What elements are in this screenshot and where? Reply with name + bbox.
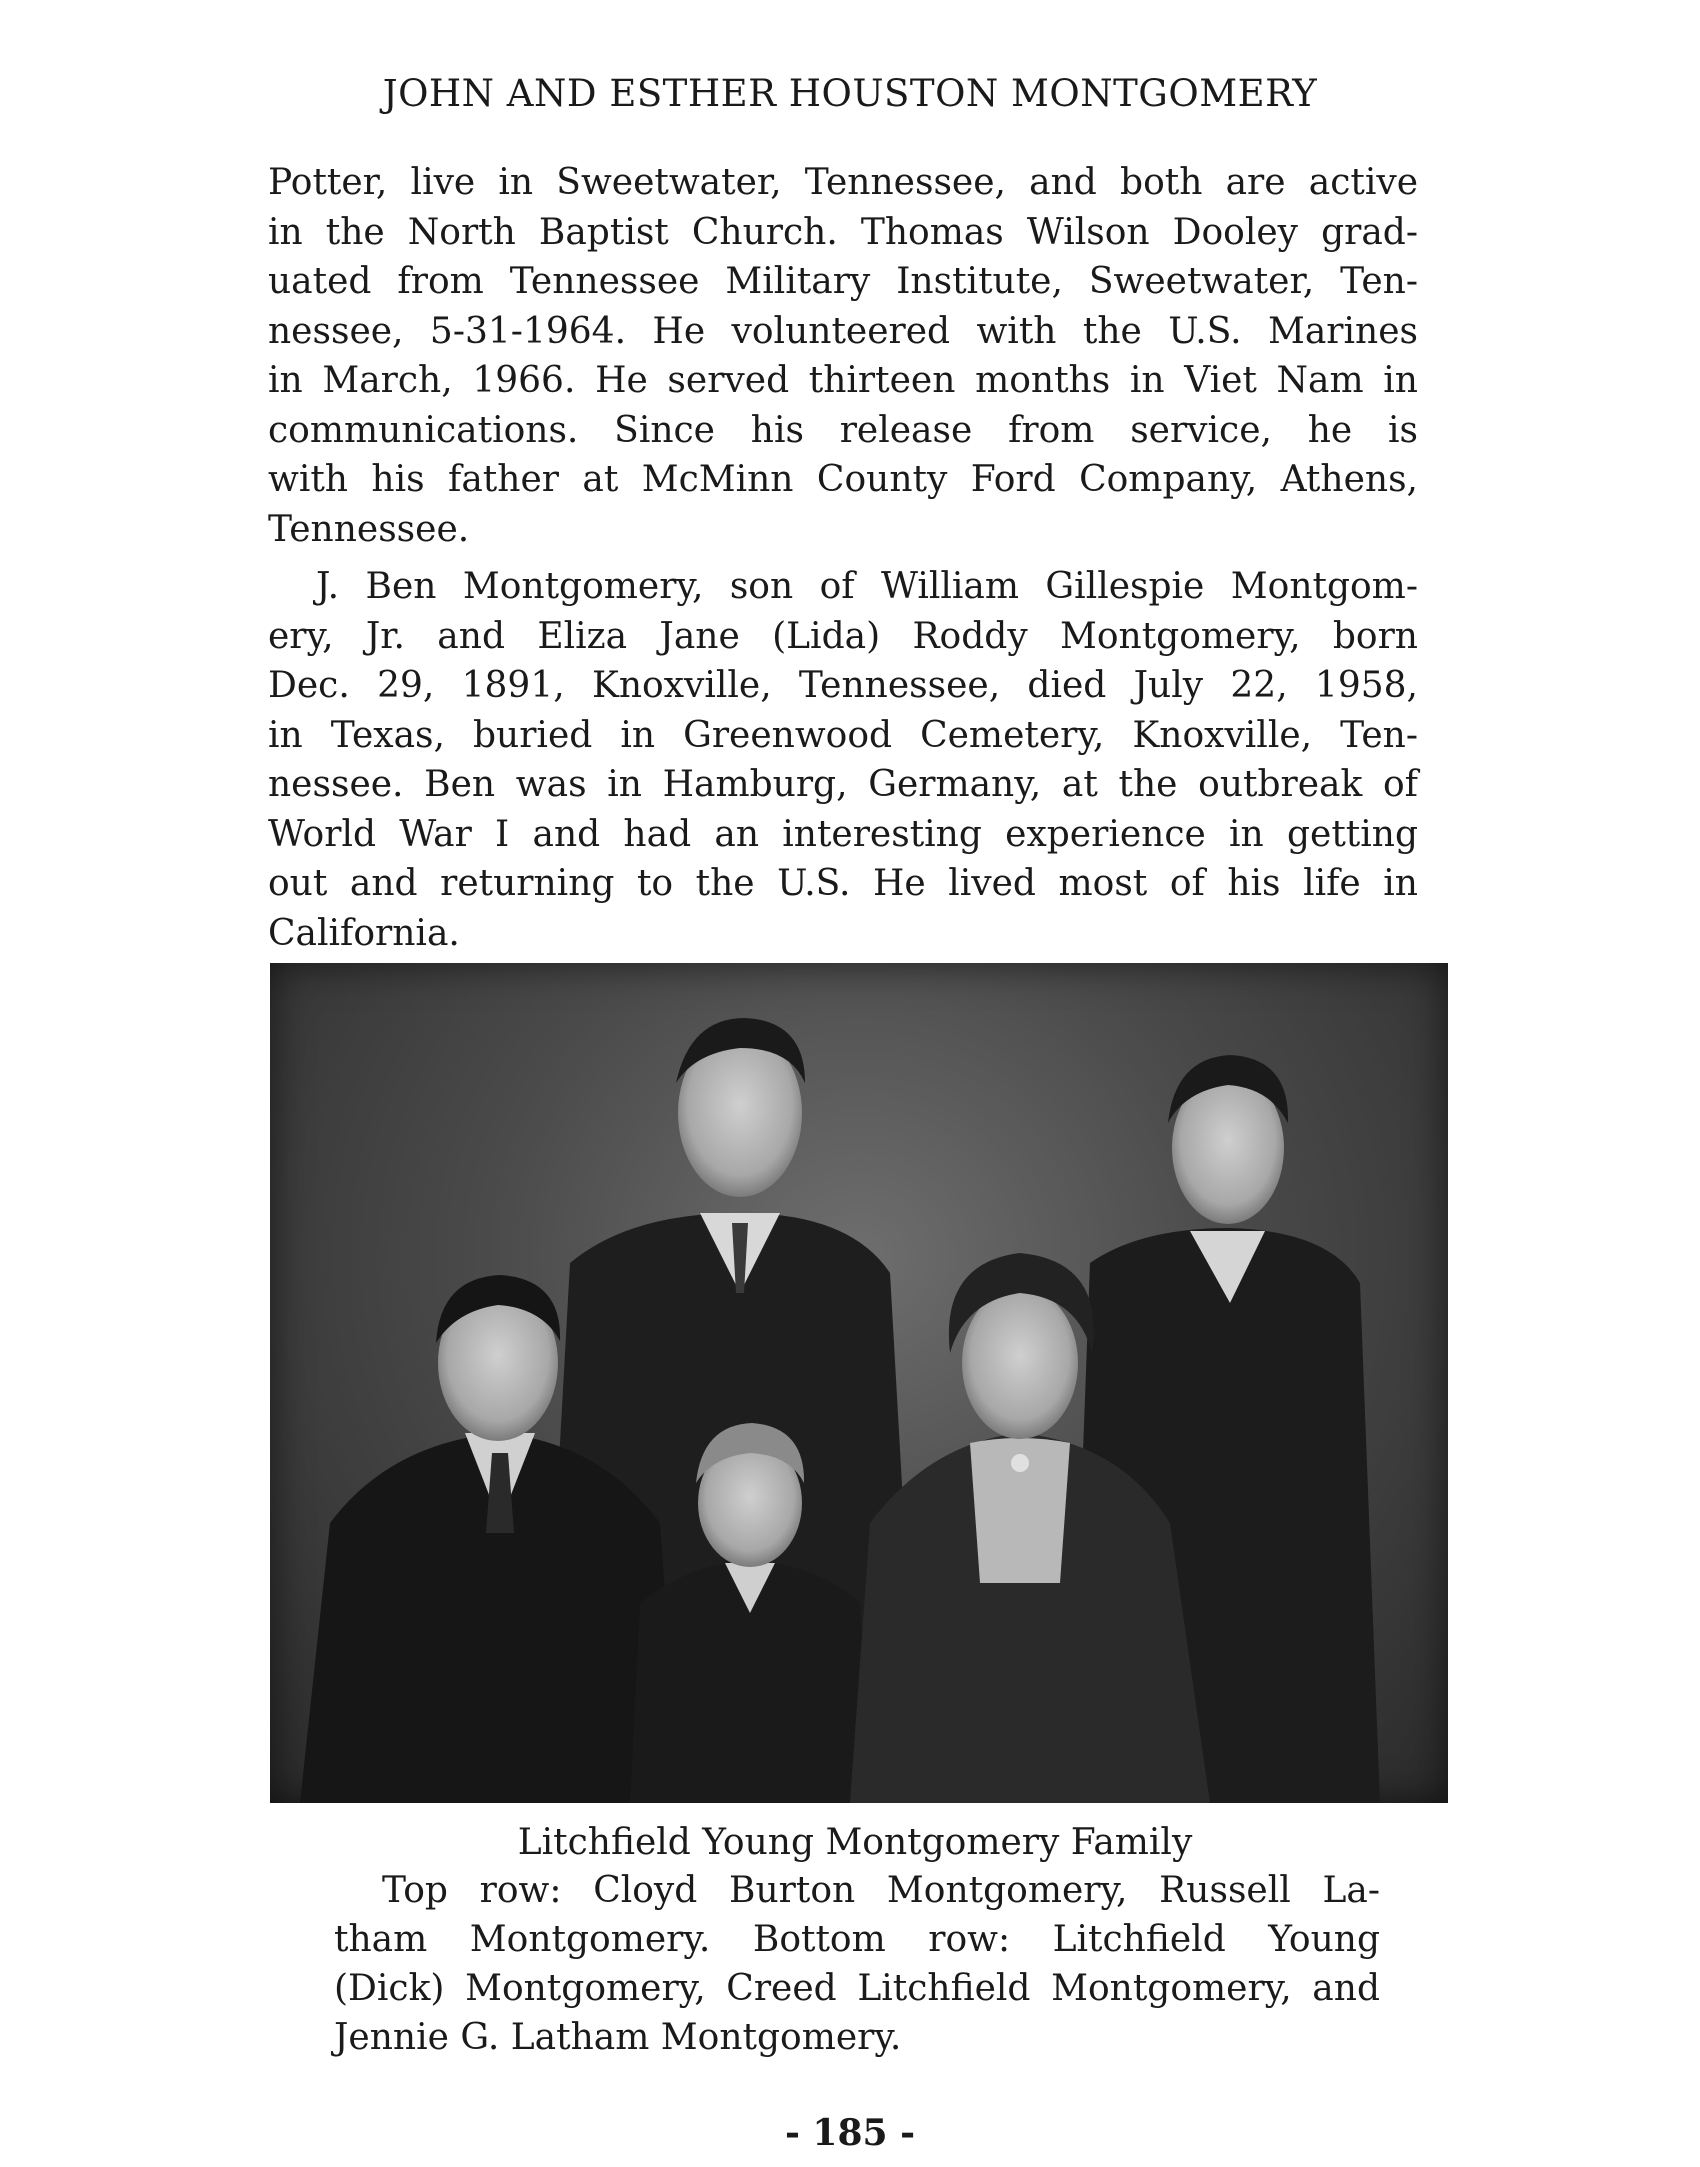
- text-line: uated from Tennessee Military Institute, Sweetwater, Ten-: [268, 261, 1418, 302]
- text-line: in the North Baptist Church. Thomas Wilson Dooley grad-: [268, 211, 1418, 253]
- photo-caption-title: Litchfield Young Montgomery Family: [517, 1822, 1193, 1863]
- text-line: in Texas, buried in Greenwood Cemetery, Knoxville, Ten-: [268, 714, 1418, 756]
- text-line: in March, 1966. He served thirteen months in Viet Nam in: [268, 360, 1418, 401]
- family-portrait-illustration: [270, 963, 1448, 1803]
- text-line: nessee. Ben was in Hamburg, Germany, at the outbreak of: [268, 764, 1418, 805]
- running-head: JOHN AND ESTHER HOUSTON MONTGOMERY: [382, 72, 1318, 115]
- text-line: California.: [268, 912, 460, 954]
- caption-line: tham Montgomery. Bottom row: Litchfield Young: [334, 1919, 1380, 1960]
- caption-line: Top row: Cloyd Burton Montgomery, Russell La-: [382, 1870, 1380, 1911]
- text-line: Potter, live in Sweetwater, Tennessee, and both are active: [268, 162, 1418, 203]
- caption-line: (Dick) Montgomery, Creed Litchfield Montgomery, and: [334, 1968, 1380, 2009]
- caption-line: Jennie G. Latham Montgomery.: [334, 2017, 902, 2058]
- paragraph-dooley: [268, 158, 1418, 554]
- photo-caption: [334, 1866, 1380, 2062]
- family-portrait-photo: [270, 963, 1448, 1803]
- paragraph-ben-montgomery: [268, 562, 1418, 958]
- text-line: nessee, 5-31-1964. He volunteered with the U.S. Marines: [268, 310, 1418, 352]
- text-line: World War I and had an interesting experience in getting: [268, 813, 1418, 855]
- text-line: communications. Since his release from service, he is: [268, 409, 1418, 451]
- text-line: ery, Jr. and Eliza Jane (Lida) Roddy Montgomery, born: [268, 615, 1418, 657]
- page-number: - 185 -: [784, 2112, 916, 2154]
- text-line: Tennessee.: [268, 508, 470, 550]
- text-line: out and returning to the U.S. He lived most of his life in: [268, 863, 1418, 904]
- text-line: Dec. 29, 1891, Knoxville, Tennessee, died July 22, 1958,: [268, 665, 1418, 706]
- text-line: with his father at McMinn County Ford Company, Athens,: [268, 459, 1418, 500]
- text-line: J. Ben Montgomery, son of William Gillespie Montgom-: [316, 566, 1418, 607]
